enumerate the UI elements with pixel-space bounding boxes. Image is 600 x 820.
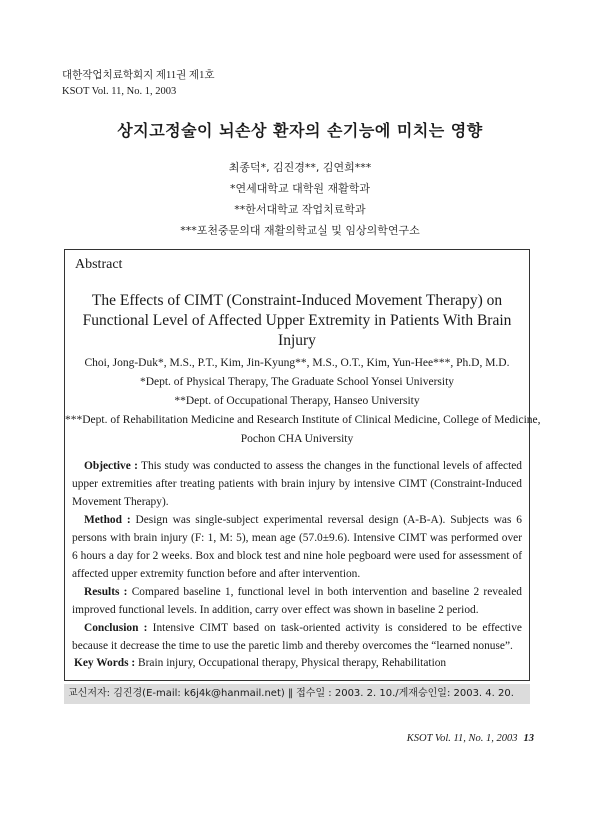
objective-text: This study was conducted to assess the changes in the functional levels of affected upper extremities after treating patients with brain injury by intensive CIMT (Constraint-Induced Movement Therapy). [72, 460, 523, 508]
english-affiliation-1: *Dept. of Physical Therapy, The Graduate School Yonsei University [139, 376, 455, 388]
journal-header [62, 68, 214, 100]
results-paragraph [72, 583, 522, 619]
method-label: Method : [84, 514, 131, 526]
results-text: Compared baseline 1, functional level in both intervention and baseline 2 revealed improved functional levels. In addition, carry over effect was shown in baseline 2 period. [72, 586, 522, 616]
keywords-label: Key Words : [74, 657, 136, 669]
abstract-box [64, 249, 541, 681]
page-footer [407, 733, 534, 744]
page-number: 13 [523, 733, 534, 744]
english-authors: Choi, Jong-Duk*, M.S., P.T., Kim, Jin-Kyung**, M.S., O.T., Kim, Yun-Hee***, Ph.D, M.D. [84, 357, 510, 369]
english-affiliation-2: **Dept. of Occupational Therapy, Hanseo University [174, 395, 420, 407]
objective-paragraph [72, 457, 522, 511]
conclusion-paragraph [72, 619, 522, 655]
corresponding-author-footnote: 교신저자: 김진경(E-mail: k6j4k@hanmail.net) ‖ 접수일 : 2003. 2. 10./게재승인일: 2003. 4. 20. [64, 684, 530, 704]
method-paragraph [72, 511, 522, 583]
journal-name-korean: 대한작업치료학회지 제11권 제1호 [62, 70, 215, 81]
korean-affiliation-3: ***포천중문의대 재활의학교실 및 임상의학연구소 [180, 224, 420, 237]
journal-name-english: KSOT Vol. 11, No. 1, 2003 [62, 86, 177, 97]
english-title: The Effects of CIMT (Constraint-Induced Movement Therapy) on Functional Level of Affected Upper Extremity in Patients With Brain Injury [82, 292, 512, 349]
keywords-line [74, 657, 446, 669]
method-text: Design was single-subject experimental reversal design (A-B-A). Subjects was 6 persons with brain injury (F: 1, M: 5), mean age (57.0±9.6). Intensive CIMT was performed over 6 hours a day for 2 weeks. Box and block test and nine hole pegboard were used for assessment of affected upper extremity function before and after intervention. [72, 514, 522, 580]
abstract-heading: Abstract [75, 257, 123, 272]
footer-journal: KSOT Vol. 11, No. 1, 2003 [406, 733, 518, 744]
conclusion-label: Conclusion : [84, 622, 148, 634]
english-affiliation-3b: Pochon CHA University [240, 433, 354, 445]
korean-authors: 최종덕*, 김진경**, 김연희*** [228, 161, 372, 174]
korean-author-block [0, 157, 600, 241]
abstract-sections [72, 457, 522, 655]
conclusion-text: Intensive CIMT based on task-oriented activity is considered to be effective because it decrease the time to use the paretic limb and thereby overcomes the “learned nonuse”. [72, 622, 522, 652]
results-label: Results : [84, 586, 128, 598]
keywords-text: Brain injury, Occupational therapy, Physical therapy, Rehabilitation [135, 657, 447, 669]
korean-affiliation-2: **한서대학교 작업치료학과 [234, 203, 366, 216]
english-author-block [65, 354, 541, 449]
korean-title: 상지고정술이 뇌손상 환자의 손기능에 미치는 영향 [117, 121, 483, 140]
korean-affiliation-1: *연세대학교 대학원 재활학과 [229, 182, 370, 195]
english-affiliation-3a: ***Dept. of Rehabilitation Medicine and Research Institute of Clinical Medicine, College of Medicine, [65, 414, 541, 426]
objective-label: Objective : [84, 460, 138, 472]
